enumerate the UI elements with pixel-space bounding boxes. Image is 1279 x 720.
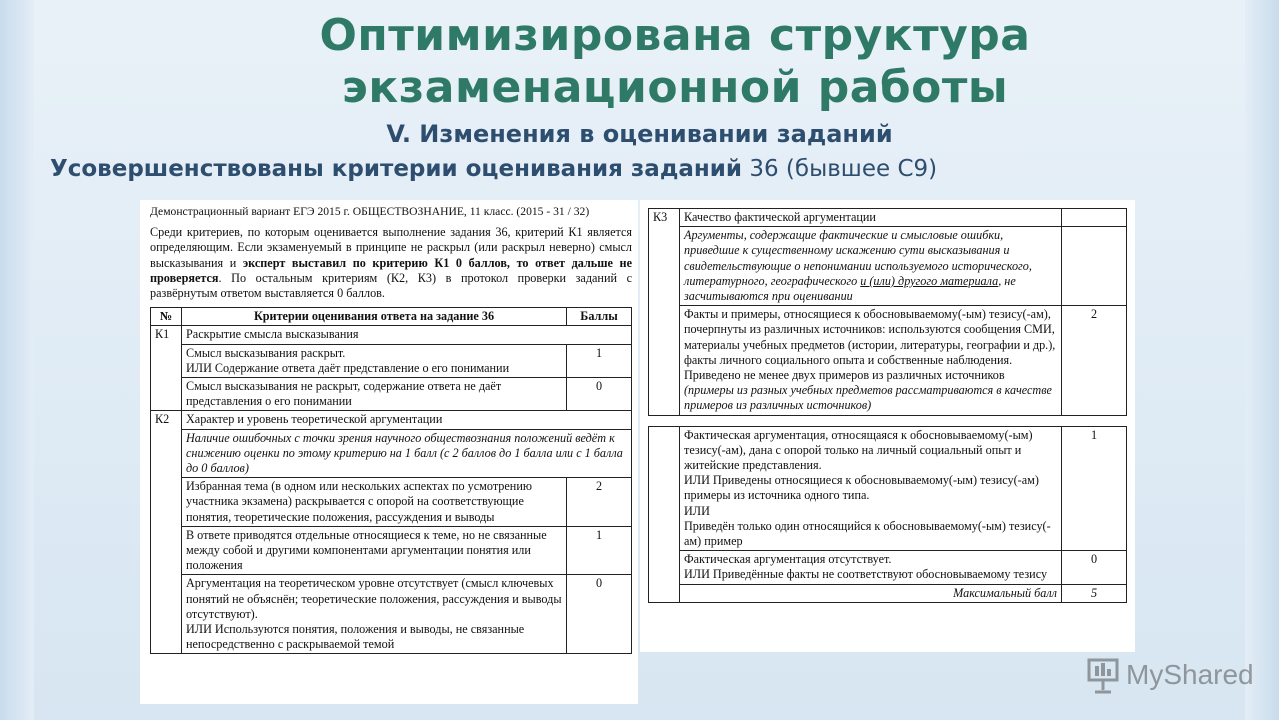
k2-title: Характер и уровень теоретической аргументации (182, 411, 632, 429)
k3-title-points-empty (1062, 209, 1127, 227)
table-row (649, 551, 1127, 584)
intro-text-a: Среди критериев, по которым оценивается выполнение задания 36, критерий К1 является определяющим. Если экзаменуемый в принципе не раскрыл (или раскрыл неверно) смысл высказывания и (150, 225, 632, 270)
k3-row-1-text: Фактическая аргументация, относящаяся к обосновываемому(-ым) тезису(-ам), дана с опорой только на личный социальный опыт и житейские представления. ИЛИ Приведены относящиеся к обосновываемому(-ым) тезису(-ам) примеры из источника одного типа. ИЛИ Приведён только один относящийся к обосновываемому(-ым) тезису(-ам) пример (680, 426, 1062, 551)
criteria-table-right-bottom (648, 426, 1127, 603)
title-line-1: Оптимизирована структура (319, 10, 1031, 61)
col-criteria-header: Критерии оценивания ответа на задание 36 (182, 308, 567, 326)
k3-note-a: Аргументы, содержащие фактические и смысловые ошибки, приведшие к существенному искажению сути высказывания и свидетельствующие о непонимании используемого исторического, литературного, географического (684, 228, 1032, 288)
intro-paragraph (150, 225, 632, 301)
k1-row-1-text: Смысл высказывания раскрыт. ИЛИ Содержание ответа даёт представление о его понимании (182, 344, 567, 377)
k3-row-1-points: 1 (1062, 426, 1127, 551)
table-row (151, 344, 632, 377)
table-row (151, 478, 632, 527)
k3-title: Качество фактической аргументации (680, 209, 1062, 227)
k2-row-2-points: 1 (567, 526, 632, 575)
subheading-bold: Усовершенствованы критерии оценивания заданий (50, 156, 743, 182)
k3-note-b: , не засчитываются при оценивании (684, 273, 1016, 304)
title-line-2: экзаменационной работы (341, 62, 1009, 113)
k2-note: Наличие ошибочных с точки зрения научного обществознания положений ведёт к снижению оценки по этому критерию на 1 балл (с 2 баллов до 1 балла или с 1 балла до 0 баллов) (182, 429, 632, 478)
table-row (151, 575, 632, 654)
k1-row-2-text: Смысл высказывания не раскрыт, содержание ответа не даёт представления о его понимании (182, 378, 567, 411)
k2-row-1-text: Избранная тема (в одном или нескольких аспектах по усмотрению участника экзамена) раскрывается с опорой на соответствующие понятия, теоретические положения, рассуждения и выводы (182, 478, 567, 527)
k3-number: К3 (649, 209, 680, 416)
k3-row-2-note: (примеры из разных учебных предметов рассматриваются в качестве примеров из различных источников) (684, 383, 1052, 413)
slide-title (180, 10, 1170, 114)
k3-row-2-points: 2 (1062, 306, 1127, 415)
k2-row-2-text: В ответе приводятся отдельные относящиеся к теме, но не связанные между собой и другими компонентами аргументации понятия или положения (182, 526, 567, 575)
k1-row-1-points: 1 (567, 344, 632, 377)
k2-title-row (151, 411, 632, 429)
col-points-header: Баллы (567, 308, 632, 326)
intro-text-b: . По остальным критериям (К2, К3) в протокол проверки заданий с развёрнутым ответом выставляется 0 баллов. (150, 270, 632, 301)
max-score-value: 5 (1062, 584, 1127, 602)
k2-row-1-points: 2 (567, 478, 632, 527)
k3-note-row (649, 227, 1127, 306)
doc-header: Демонстрационный вариант ЕГЭ 2015 г. ОБЩЕСТВОЗНАНИЕ, 11 класс. (2015 - 31 / 32) (150, 205, 590, 218)
table-row (649, 306, 1127, 415)
k1-title-row (151, 326, 632, 344)
criteria-table-right-top (648, 208, 1127, 416)
section-heading: V. Изменения в оценивании заданий (386, 120, 893, 148)
slide-edge-right (1245, 0, 1279, 720)
intro-text-bold: эксперт выставил по критерию К1 0 баллов, то ответ дальше не проверяется (150, 255, 632, 285)
max-score-label: Максимальный балл (680, 584, 1062, 602)
k3-row-2-text: Факты и примеры, относящиеся к обосновываемому(-ым) тезису(-ам), почерпнуты из различных источников: используются сообщения СМИ, материалы учебных предметов (истории, литературы, географии и др.), факты личного социального опыта и собственные наблюдения. Приведено не менее двух примеров из различных источников (684, 307, 1056, 383)
watermark (1086, 656, 1254, 694)
table-row (649, 426, 1127, 551)
k3-row-0-text: Фактическая аргументация отсутствует. ИЛИ Приведённые факты не соответствуют обосновываемому тезису (680, 551, 1062, 584)
table-row (151, 378, 632, 411)
k3-cont-number-empty (649, 426, 680, 602)
k3-note (680, 227, 1062, 306)
right-document-page (640, 200, 1135, 652)
k1-number: К1 (151, 326, 182, 411)
table-row (151, 526, 632, 575)
k3-title-row (649, 209, 1127, 227)
k2-note-row (151, 429, 632, 478)
k2-number: К2 (151, 411, 182, 654)
col-number-header: № (151, 308, 182, 326)
slide-edge-left (0, 0, 34, 720)
k3-note-underlined: и (или) другого материала (860, 273, 999, 288)
k1-title: Раскрытие смысла высказывания (182, 326, 632, 344)
k3-row-2 (680, 306, 1062, 415)
subheading (50, 156, 1250, 182)
left-document-page (140, 200, 638, 704)
criteria-table-left (150, 307, 632, 654)
k3-row-0-points: 0 (1062, 551, 1127, 584)
max-score-row (649, 584, 1127, 602)
k2-row-3-points: 0 (567, 575, 632, 654)
watermark-text: MyShared (1126, 659, 1254, 690)
k3-note-points-empty (1062, 227, 1127, 306)
k2-row-3-text: Аргументация на теоретическом уровне отсутствует (смысл ключевых понятий не объяснён; теоретические положения, рассуждения и выводы отсутствуют). ИЛИ Используются понятия, положения и выводы, не связанные непосредственно с раскрываемой темой (182, 575, 567, 654)
presentation-icon (1086, 656, 1120, 694)
k1-row-2-points: 0 (567, 378, 632, 411)
subheading-rest: 36 (бывшее С9) (742, 156, 938, 182)
table-header-row (151, 308, 632, 326)
